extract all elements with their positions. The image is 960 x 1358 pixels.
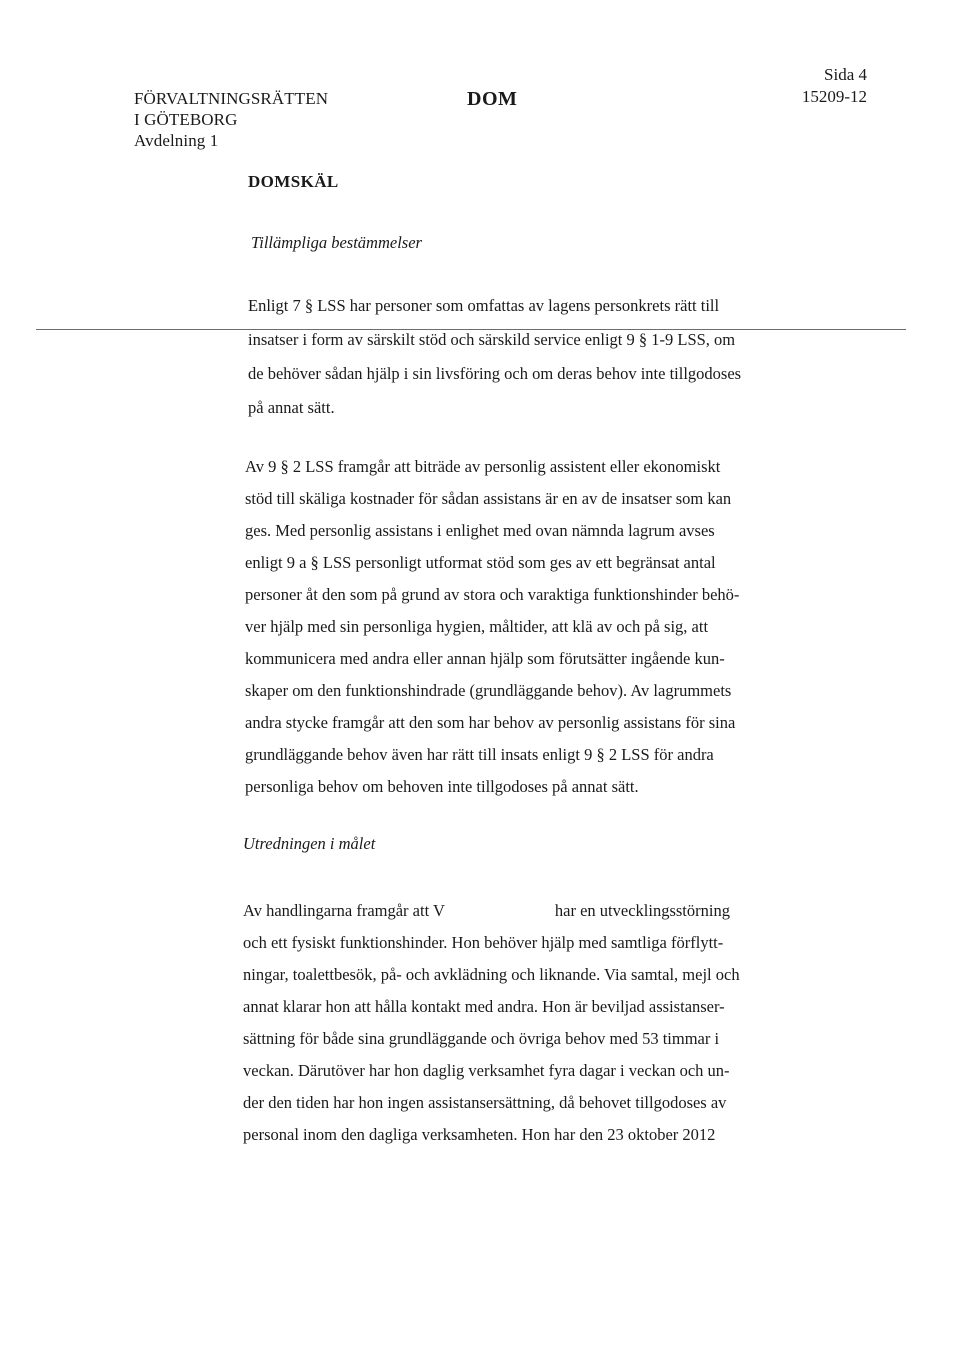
text-line: personliga behov om behoven inte tillgodoses på annat sätt. <box>245 777 639 796</box>
text-line: ningar, toalettbesök, på- och avklädning och liknande. Via samtal, mejl och <box>243 965 740 984</box>
text-line: annat klarar hon att hålla kontakt med andra. Hon är beviljad assistanser- <box>243 997 725 1016</box>
text-line <box>243 895 740 927</box>
subheading-applicable-provisions: Tillämpliga bestämmelser <box>251 233 422 252</box>
text-line: och ett fysiskt funktionshinder. Hon behöver hjälp med samtliga förflytt- <box>243 933 724 952</box>
text-line: stöd till skäliga kostnader för sådan assistans är en av de insatser som kan <box>245 489 732 508</box>
text-line: sättning för både sina grundläggande och övriga behov med 53 timmar i <box>243 1029 720 1048</box>
page-number: Sida 4 <box>824 65 867 84</box>
text-line: der den tiden har hon ingen assistansersättning, då behovet tillgodoses av <box>243 1093 727 1112</box>
text-line: veckan. Därutöver har hon daglig verksamhet fyra dagar i veckan och un- <box>243 1061 730 1080</box>
text-line: personer åt den som på grund av stora och varaktiga funktionshinder behö- <box>245 585 740 604</box>
paragraph-lss-9 <box>245 451 739 803</box>
case-number: 15209-12 <box>801 87 867 106</box>
text-line: kommunicera med andra eller annan hjälp som förutsätter ingående kun- <box>245 649 725 668</box>
court-location: I GÖTEBORG <box>134 110 238 129</box>
paragraph-investigation <box>243 895 740 1151</box>
document-type: DOM <box>467 88 518 110</box>
text-line: andra stycke framgår att den som har behov av personlig assistans för sina <box>245 713 736 732</box>
text-line: på annat sätt. <box>248 398 335 417</box>
section-heading: DOMSKÄL <box>248 172 339 191</box>
text-line: skaper om den funktionshindrade (grundläggande behov). Av lagrummets <box>245 681 732 700</box>
text-line: ver hjälp med sin personliga hygien, måltider, att klä av och på sig, att <box>245 617 709 636</box>
page-info-block <box>802 64 867 108</box>
text-line: Av 9 § 2 LSS framgår att biträde av personlig assistent eller ekonomiskt <box>245 457 721 476</box>
paragraph-lss-7 <box>248 289 741 425</box>
court-division: Avdelning 1 <box>134 131 219 150</box>
text-line: personal inom den dagliga verksamheten. Hon har den 23 oktober 2012 <box>243 1125 716 1144</box>
court-name: FÖRVALTNINGSRÄTTEN <box>134 89 329 108</box>
text-segment: har en utvecklingsstörning <box>554 901 730 920</box>
text-segment: Av handlingarna framgår att V <box>243 901 445 920</box>
text-line: enligt 9 a § LSS personligt utformat stöd som ges av ett begränsat antal <box>245 553 716 572</box>
court-name-block <box>134 88 328 151</box>
text-line: grundläggande behov även har rätt till insats enligt 9 § 2 LSS för andra <box>245 745 714 764</box>
text-line: insatser i form av särskilt stöd och särskild service enligt 9 § 1-9 LSS, om <box>248 330 736 349</box>
subheading-investigation: Utredningen i målet <box>243 834 376 853</box>
text-line: ges. Med personlig assistans i enlighet med ovan nämnda lagrum avses <box>245 521 715 540</box>
text-line: de behöver sådan hjälp i sin livsföring och om deras behov inte tillgodoses <box>248 364 742 383</box>
text-line: Enligt 7 § LSS har personer som omfattas av lagens personkrets rätt till <box>248 296 720 315</box>
